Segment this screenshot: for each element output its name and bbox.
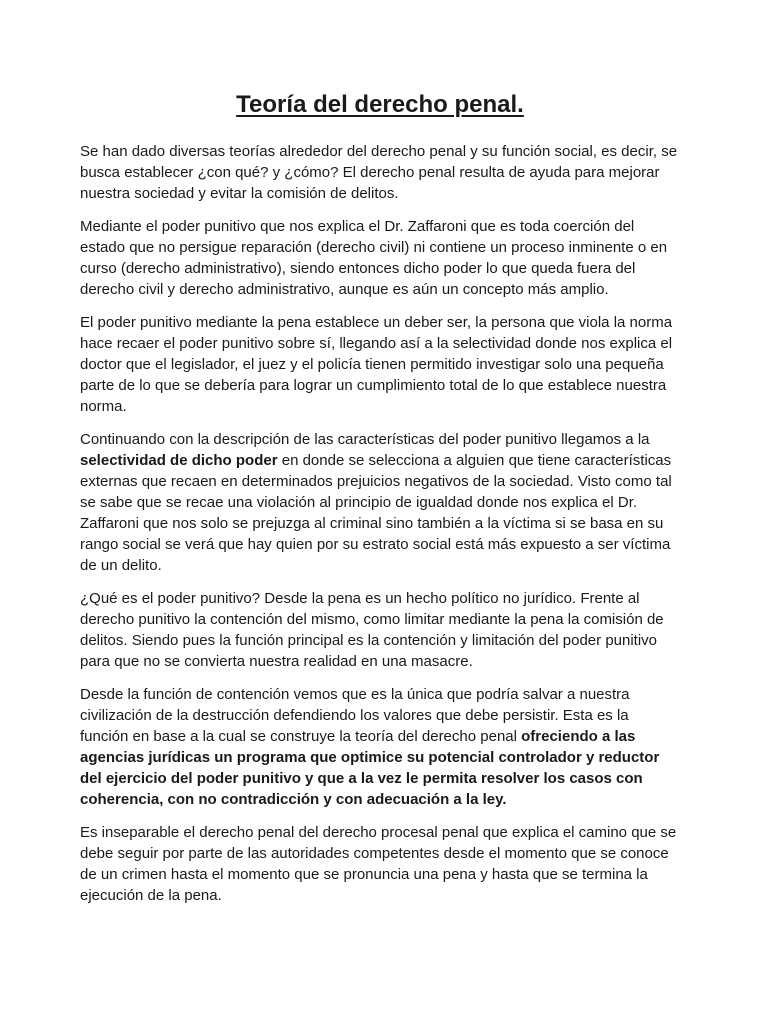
paragraph-7: Es inseparable el derecho penal del derecho procesal penal que explica el camino que se debe seguir por parte de las autoridades competentes desde el momento que se conoce de un crimen hasta el momento que se pronuncia una pena y hasta que se termina la ejecución de la pena.	[80, 824, 677, 904]
paragraph-6	[80, 684, 680, 810]
paragraph-3: El poder punitivo mediante la pena establece un deber ser, la persona que viola la norma hace recaer el poder punitivo sobre sí, llegando así a la selectividad donde nos explica el doctor que el legislador, el juez y el policía tienen permitido investigar solo una pequeña parte de lo que se debería para lograr un cumplimiento total de lo que establece nuestra norma.	[80, 314, 673, 415]
paragraph-4	[80, 429, 680, 576]
paragraph-4-text-a: Continuando con la descripción de las características del poder punitivo llegamos a la	[80, 431, 650, 448]
paragraph-6-text-a: Desde la función de contención vemos que es la única que podría salvar a nuestra civilización de la destrucción defendiendo los valores que debe persistir. Esta es la función en base a la cual se construye la teoría del derecho penal	[80, 686, 630, 745]
paragraph-4-text-b: en donde se selecciona a alguien que tiene características externas que recaen en determinados prejuicios negativos de la sociedad. Visto como tal se sabe que se recae una violación al principio de igualdad donde nos explica el Dr. Zaffaroni que nos solo se prejuzga al criminal sino también a la víctima si se basa en su rango social se verá que hay quien por su estrato social está más expuesto a ser víctima de un delito.	[80, 452, 672, 574]
paragraph-4-bold: selectividad de dicho poder	[80, 452, 278, 469]
paragraph-2: Mediante el poder punitivo que nos explica el Dr. Zaffaroni que es toda coerción del estado que no persigue reparación (derecho civil) ni contiene un proceso inminente o en curso (derecho administrativo), siendo entonces dicho poder lo que queda fuera del derecho civil y derecho administrativo, aunque es aún un concepto más amplio.	[80, 218, 668, 298]
paragraph-6-bold: ofreciendo a las agencias jurídicas un programa que optimice su potencial controlador y reductor del ejercicio del poder punitivo y que a la vez le permita resolver los casos con coherencia, con no contradicción y con adecuación a la ley.	[80, 728, 660, 808]
paragraph-1: Se han dado diversas teorías alrededor del derecho penal y su función social, es decir, se busca establecer ¿con qué? y ¿cómo? El derecho penal resulta de ayuda para mejorar nuestra sociedad y evitar la comisión de delitos.	[80, 143, 678, 202]
document-page	[80, 88, 680, 918]
paragraph-5: ¿Qué es el poder punitivo? Desde la pena es un hecho político no jurídico. Frente al derecho punitivo la contención del mismo, como limitar mediante la pena la comisión de delitos. Siendo pues la función principal es la contención y limitación del poder punitivo para que no se convierta nuestra realidad en una masacre.	[80, 590, 664, 670]
page-title: Teoría del derecho penal.	[236, 91, 524, 118]
